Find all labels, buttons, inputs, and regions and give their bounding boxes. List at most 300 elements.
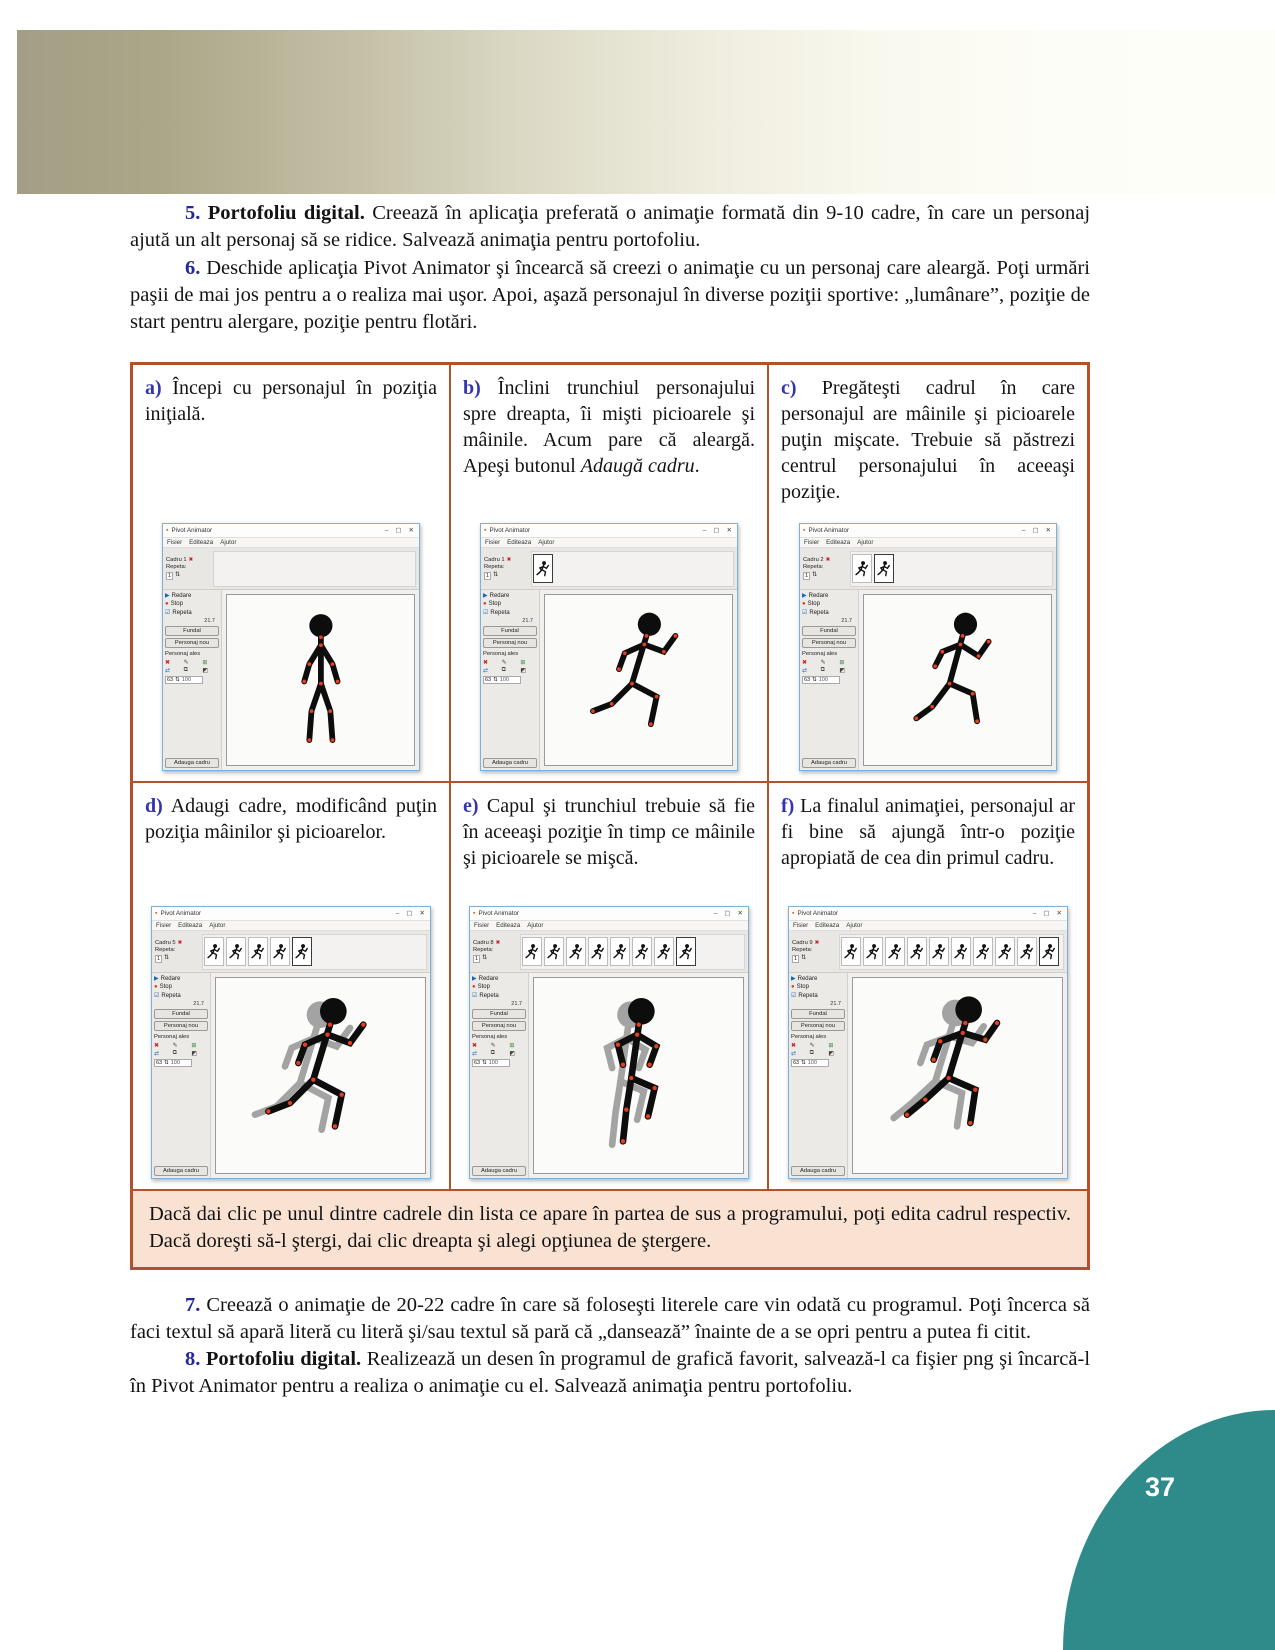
repeat-spinner[interactable]: 1 <box>794 955 798 962</box>
repeat-spinner[interactable]: 1 <box>157 955 161 962</box>
figure-section-label: Personaj ales <box>791 1034 827 1041</box>
figure-tools <box>791 1042 845 1057</box>
frame-info <box>155 940 199 963</box>
frame-thumbnail[interactable] <box>676 937 696 966</box>
center-figure-icon[interactable]: ⊞ <box>509 1043 515 1050</box>
tools-panel <box>470 973 529 1178</box>
background-button[interactable]: Fundal <box>483 626 537 636</box>
step-b-label: b) <box>463 377 481 400</box>
figure-size-controls[interactable]: 63 ⇅ 100 <box>802 676 840 684</box>
color-figure-icon[interactable]: ◩ <box>509 1051 515 1058</box>
center-figure-icon[interactable]: ⊞ <box>191 1043 197 1050</box>
menu-item-edit[interactable]: Editeaza <box>496 922 521 930</box>
task-6-paragraph <box>130 255 1090 337</box>
window-body <box>470 973 748 1178</box>
spinner-icon[interactable]: ⇅ <box>482 1060 487 1067</box>
center-figure-icon[interactable]: ⊞ <box>520 660 526 667</box>
task-5-paragraph <box>130 200 1090 255</box>
frame-label: Cadru 1 <box>166 557 187 564</box>
copy-figure-icon[interactable]: ⧉ <box>172 1050 177 1057</box>
step-a-label: a) <box>145 377 162 400</box>
menu-item-edit[interactable]: Editeaza <box>189 539 214 547</box>
add-frame-button[interactable]: Adauga cadru <box>165 758 219 768</box>
figure-size-controls[interactable]: 63 ⇅ 100 <box>791 1059 829 1067</box>
stick-figure-standing <box>263 604 379 756</box>
task-8-paragraph <box>130 1346 1090 1401</box>
close-icon[interactable]: ✕ <box>1056 909 1062 917</box>
stop-icon[interactable]: ● <box>472 984 476 991</box>
speed-value: 21.7 <box>522 618 533 625</box>
frame-thumbnail[interactable] <box>292 937 312 966</box>
frame-thumbnail[interactable] <box>951 937 971 966</box>
frame-thumbnail[interactable] <box>1017 937 1037 966</box>
frame-thumbnail[interactable] <box>632 937 652 966</box>
figure-section-label: Personaj ales <box>802 651 838 658</box>
repeat-checkbox[interactable]: ☑ <box>791 993 797 1000</box>
frame-info <box>803 557 847 580</box>
background-button[interactable]: Fundal <box>154 1009 208 1019</box>
speed-value: 21.7 <box>841 618 852 625</box>
menu-item-edit[interactable]: Editeaza <box>507 539 532 547</box>
animation-canvas[interactable] <box>226 594 415 766</box>
delete-figure-icon[interactable]: ✖ <box>802 660 808 667</box>
minimize-icon[interactable]: – <box>1021 526 1026 534</box>
play-label[interactable]: Redare <box>171 592 192 599</box>
edit-figure-icon[interactable]: ✎ <box>501 660 507 667</box>
speed-value: 21.7 <box>193 1001 204 1008</box>
frame-label: Cadru 2 <box>803 557 824 564</box>
repeat-checkbox[interactable]: ☑ <box>154 993 160 1000</box>
center-figure-icon[interactable]: ⊞ <box>828 1043 834 1050</box>
center-figure-icon[interactable]: ⊞ <box>202 660 208 667</box>
pivot-app-icon: ▪ <box>473 910 476 918</box>
frame-thumbnail[interactable] <box>588 937 608 966</box>
frame-strip <box>152 931 430 973</box>
frame-thumbnail[interactable] <box>533 554 553 583</box>
play-icon[interactable]: ▶ <box>165 593 170 600</box>
stop-label[interactable]: Stop <box>159 984 172 991</box>
frame-thumbnail[interactable] <box>270 937 290 966</box>
repeat-label: Repeta: <box>155 947 176 954</box>
new-figure-button[interactable]: Personaj nou <box>472 1021 526 1031</box>
maximize-icon[interactable]: ▢ <box>713 526 720 534</box>
repeat-checkbox[interactable]: ☑ <box>483 610 489 617</box>
stop-icon[interactable]: ● <box>154 984 158 991</box>
frame-thumbnail[interactable] <box>929 937 949 966</box>
animation-canvas[interactable] <box>863 594 1052 766</box>
step-cell-f <box>769 783 1087 1191</box>
task-8-text: Realizează un desen în programul de grafică favorit, salvează-l ca fişier png şi încarcă-l în Pivot Animator pentru a realiza o animaţie cu el. Salvează animaţia pentru portofoliu. <box>130 1348 1091 1398</box>
stop-icon[interactable]: ● <box>165 601 169 608</box>
play-label[interactable]: Redare <box>478 975 499 982</box>
menu-item-edit[interactable]: Editeaza <box>826 539 851 547</box>
minimize-icon[interactable]: – <box>1032 909 1037 917</box>
delete-figure-icon[interactable]: ✖ <box>791 1043 797 1050</box>
step-d-text <box>145 793 437 845</box>
task-8-number: 8. <box>185 1348 201 1371</box>
task-7-text: Creează o animaţie de 20-22 cadre în care să foloseşti literele care vin odată cu programul. Poţi încerca să faci textul să apară literă cu literă şi/sau textul să pară că „dansează” înainte de a se opri pentru a putea fi citit. <box>130 1293 1090 1343</box>
frame-thumbnails <box>213 551 416 587</box>
step-c-text <box>781 375 1075 505</box>
close-icon[interactable]: ✕ <box>1045 526 1051 534</box>
maximize-icon[interactable]: ▢ <box>1043 909 1050 917</box>
step-b-italic: Adaugă cadru <box>580 455 695 478</box>
repeat-checkbox[interactable]: ☑ <box>802 610 808 617</box>
repeat-label: Repeta: <box>166 564 187 571</box>
frame-thumbnail[interactable] <box>226 937 246 966</box>
step-cell-e <box>451 783 769 1191</box>
window-body <box>152 973 430 1178</box>
step-f-text <box>781 793 1075 871</box>
spinner-icon[interactable]: ⇅ <box>175 677 180 684</box>
color-figure-icon[interactable]: ◩ <box>520 668 526 675</box>
frame-thumbnail[interactable] <box>885 937 905 966</box>
delete-frame-icon[interactable]: ✖ <box>506 557 512 564</box>
page-number: 37 <box>1144 1472 1175 1502</box>
spinner-arrows-icon[interactable]: ⇅ <box>482 955 487 962</box>
flip-figure-icon[interactable]: ⇄ <box>802 668 808 675</box>
pivot-window-e <box>469 906 749 1179</box>
frame-info <box>166 557 210 580</box>
animation-canvas[interactable] <box>544 594 733 766</box>
copy-figure-icon[interactable]: ⧉ <box>820 667 825 674</box>
task-6-text: Deschide aplicaţia Pivot Animator şi încearcă să creezi o animaţie cu un personaj care aleargă. Poţi urmări paşii de mai jos pentru a o realiza mai uşor. Apoi, aşază personajul în diverse poziţii sportive: „lumânare”, poziţie de start pentru alergare, poziţie pentru flotări. <box>130 256 1090 333</box>
frame-thumbnail[interactable] <box>544 937 564 966</box>
color-figure-icon[interactable]: ◩ <box>839 668 845 675</box>
frame-thumbnail[interactable] <box>204 937 224 966</box>
animation-canvas[interactable] <box>852 977 1063 1174</box>
delete-figure-icon[interactable]: ✖ <box>483 660 489 667</box>
window-title: Pivot Animator <box>489 527 531 535</box>
figure-size-controls[interactable]: 63 ⇅ 100 <box>165 676 203 684</box>
spinner-icon[interactable]: ⇅ <box>801 1060 806 1067</box>
tools-panel <box>481 590 540 770</box>
frame-thumbnail[interactable] <box>1039 937 1059 966</box>
play-icon[interactable]: ▶ <box>791 976 796 983</box>
figure-tools <box>165 659 219 674</box>
delete-frame-icon[interactable]: ✖ <box>177 940 183 947</box>
frame-thumbnail[interactable] <box>654 937 674 966</box>
edit-figure-icon[interactable]: ✎ <box>820 660 826 667</box>
window-titlebar <box>470 907 748 921</box>
stop-icon[interactable]: ● <box>802 601 806 608</box>
background-button[interactable]: Fundal <box>791 1009 845 1019</box>
spinner-arrows-icon[interactable]: ⇅ <box>493 572 498 579</box>
window-body <box>800 590 1056 770</box>
edit-figure-icon[interactable]: ✎ <box>490 1043 496 1050</box>
spinner-arrows-icon[interactable]: ⇅ <box>164 955 169 962</box>
repeat-checkbox[interactable]: ☑ <box>165 610 171 617</box>
task-8-title: Portofoliu digital. <box>205 1348 362 1371</box>
menu-item-edit[interactable]: Editeaza <box>815 922 840 930</box>
window-body <box>481 590 737 770</box>
figure-size-controls[interactable]: 63 ⇅ 100 <box>483 676 521 684</box>
new-figure-button[interactable]: Personaj nou <box>483 638 537 648</box>
play-label[interactable]: Redare <box>160 975 181 982</box>
frame-thumbnails <box>531 551 734 587</box>
figure-section-label: Personaj ales <box>472 1034 508 1041</box>
copy-figure-icon[interactable]: ⧉ <box>490 1050 495 1057</box>
menu-item-edit[interactable]: Editeaza <box>178 922 203 930</box>
stick-figure-running <box>577 604 700 756</box>
frame-thumbnail[interactable] <box>907 937 927 966</box>
close-icon[interactable]: ✕ <box>419 909 425 917</box>
copy-figure-icon[interactable]: ⧉ <box>809 1050 814 1057</box>
minimize-icon[interactable]: – <box>713 909 718 917</box>
menu-bar <box>800 538 1056 548</box>
repeat-label: Repeta: <box>792 947 813 954</box>
delete-frame-icon[interactable]: ✖ <box>495 940 501 947</box>
step-b-body: Înclini trunchiul personajului spre dreapta, îi mişti picioarele şi mâinile. Acum pare că aleargă. Apeşi butonul <box>463 377 756 478</box>
stop-label[interactable]: Stop <box>807 601 820 608</box>
menu-bar <box>470 921 748 931</box>
stop-label[interactable]: Stop <box>170 601 183 608</box>
frame-thumbnail[interactable] <box>852 554 872 583</box>
background-button[interactable]: Fundal <box>802 626 856 636</box>
speed-value: 21.7 <box>511 1001 522 1008</box>
window-titlebar <box>163 524 419 538</box>
repeat-spinner[interactable]: 1 <box>805 572 809 579</box>
play-icon[interactable]: ▶ <box>154 976 159 983</box>
play-icon[interactable]: ▶ <box>472 976 477 983</box>
step-a-body: Începi cu personajul în poziţia iniţială. <box>145 377 438 426</box>
add-frame-button[interactable]: Adauga cadru <box>791 1166 845 1176</box>
task-7-number: 7. <box>185 1293 201 1316</box>
step-d-body: Adaugi cadre, modificând puţin poziţia mâinilor şi picioarelor. <box>145 795 437 844</box>
step-d-label: d) <box>145 795 163 818</box>
add-frame-button[interactable]: Adauga cadru <box>483 758 537 768</box>
tools-panel <box>163 590 222 770</box>
delete-frame-icon[interactable]: ✖ <box>188 557 194 564</box>
play-label[interactable]: Redare <box>808 592 829 599</box>
new-figure-button[interactable]: Personaj nou <box>791 1021 845 1031</box>
background-button[interactable]: Fundal <box>165 626 219 636</box>
frame-thumbnails <box>520 934 745 970</box>
step-c-label: c) <box>781 377 797 400</box>
new-figure-button[interactable]: Personaj nou <box>165 638 219 648</box>
figure-tools <box>472 1042 526 1057</box>
menu-item-help[interactable]: Ajutor <box>220 539 237 547</box>
step-cell-b <box>451 365 769 783</box>
new-figure-button[interactable]: Personaj nou <box>802 638 856 648</box>
figure-section-label: Personaj ales <box>483 651 519 658</box>
spinner-arrows-icon[interactable]: ⇅ <box>175 572 180 579</box>
menu-item-help[interactable]: Ajutor <box>538 539 555 547</box>
menu-item-file[interactable]: Fisier <box>793 922 809 930</box>
pivot-window-c <box>799 523 1057 771</box>
stop-label[interactable]: Stop <box>796 984 809 991</box>
frame-info <box>473 940 517 963</box>
task-5-title: Portofoliu digital. <box>207 202 365 224</box>
flip-figure-icon[interactable]: ⇄ <box>472 1051 478 1058</box>
menu-item-file[interactable]: Fisier <box>485 539 501 547</box>
frame-thumbnails <box>839 934 1064 970</box>
menu-item-file[interactable]: Fisier <box>167 539 183 547</box>
repeat-option-label: Repeta <box>798 992 818 999</box>
pivot-window-d <box>151 906 431 1179</box>
figure-size-controls[interactable]: 63 ⇅ 100 <box>154 1059 192 1067</box>
task-6-number: 6. <box>185 256 201 279</box>
menu-item-help[interactable]: Ajutor <box>527 922 544 930</box>
header-banner <box>17 30 1275 194</box>
pivot-app-icon: ▪ <box>484 527 487 535</box>
stop-label[interactable]: Stop <box>477 984 490 991</box>
delete-figure-icon[interactable]: ✖ <box>472 1043 478 1050</box>
repeat-checkbox[interactable]: ☑ <box>472 993 478 1000</box>
minimize-icon[interactable]: – <box>702 526 707 534</box>
color-figure-icon[interactable]: ◩ <box>202 668 208 675</box>
spinner-icon[interactable]: ⇅ <box>164 1060 169 1067</box>
menu-bar <box>789 921 1067 931</box>
animation-canvas[interactable] <box>215 977 426 1174</box>
stop-icon[interactable]: ● <box>791 984 795 991</box>
speed-value: 21.7 <box>204 618 215 625</box>
repeat-option-label: Repeta <box>161 992 181 999</box>
frame-thumbnail[interactable] <box>995 937 1015 966</box>
delete-figure-icon[interactable]: ✖ <box>154 1043 160 1050</box>
frame-thumbnail[interactable] <box>863 937 883 966</box>
minimize-icon[interactable]: – <box>395 909 400 917</box>
edit-figure-icon[interactable]: ✎ <box>183 660 189 667</box>
step-f-label: f) <box>781 795 795 818</box>
menu-item-help[interactable]: Ajutor <box>857 539 874 547</box>
center-figure-icon[interactable]: ⊞ <box>839 660 845 667</box>
window-titlebar <box>152 907 430 921</box>
edit-figure-icon[interactable]: ✎ <box>172 1043 178 1050</box>
close-icon[interactable]: ✕ <box>737 909 743 917</box>
play-label[interactable]: Redare <box>489 592 510 599</box>
tools-panel <box>152 973 211 1178</box>
delete-figure-icon[interactable]: ✖ <box>165 660 171 667</box>
minimize-icon[interactable]: – <box>384 526 389 534</box>
tools-panel <box>789 973 848 1178</box>
pivot-app-icon: ▪ <box>166 527 169 535</box>
repeat-option-label: Repeta <box>490 609 510 616</box>
color-figure-icon[interactable]: ◩ <box>828 1051 834 1058</box>
repeat-label: Repeta: <box>484 564 505 571</box>
spinner-arrows-icon[interactable]: ⇅ <box>812 572 817 579</box>
frame-thumbnail[interactable] <box>610 937 630 966</box>
menu-item-file[interactable]: Fisier <box>474 922 490 930</box>
menu-bar <box>163 538 419 548</box>
window-title: Pivot Animator <box>160 910 202 918</box>
add-frame-button[interactable]: Adauga cadru <box>802 758 856 768</box>
delete-frame-icon[interactable]: ✖ <box>825 557 831 564</box>
spinner-icon[interactable]: ⇅ <box>493 677 498 684</box>
edit-figure-icon[interactable]: ✎ <box>809 1043 815 1050</box>
frame-thumbnail[interactable] <box>566 937 586 966</box>
page-corner-shape <box>1063 1410 1275 1650</box>
stick-figure-knee-raised-with-onion-skin <box>568 988 710 1163</box>
spinner-arrows-icon[interactable]: ⇅ <box>801 955 806 962</box>
background-button[interactable]: Fundal <box>472 1009 526 1019</box>
frame-thumbnail[interactable] <box>973 937 993 966</box>
figure-size-controls[interactable]: 63 ⇅ 100 <box>472 1059 510 1067</box>
maximize-icon[interactable]: ▢ <box>724 909 731 917</box>
copy-figure-icon[interactable]: ⧉ <box>501 667 506 674</box>
new-figure-button[interactable]: Personaj nou <box>154 1021 208 1031</box>
frame-label: Cadru 5 <box>155 940 176 947</box>
maximize-icon[interactable]: ▢ <box>1032 526 1039 534</box>
frame-strip <box>800 548 1056 590</box>
menu-item-file[interactable]: Fisier <box>156 922 172 930</box>
frame-thumbnails <box>850 551 1053 587</box>
stick-figure-running <box>896 604 1019 756</box>
flip-figure-icon[interactable]: ⇄ <box>791 1051 797 1058</box>
pivot-window-b <box>480 523 738 771</box>
play-label[interactable]: Redare <box>797 975 818 982</box>
flip-figure-icon[interactable]: ⇄ <box>483 668 489 675</box>
play-icon[interactable]: ▶ <box>802 593 807 600</box>
add-frame-button[interactable]: Adauga cadru <box>472 1166 526 1176</box>
color-figure-icon[interactable]: ◩ <box>191 1051 197 1058</box>
frame-thumbnail[interactable] <box>841 937 861 966</box>
repeat-spinner[interactable]: 1 <box>475 955 479 962</box>
stick-figure-running-with-onion-skin <box>250 988 392 1163</box>
flip-figure-icon[interactable]: ⇄ <box>154 1051 160 1058</box>
delete-frame-icon[interactable]: ✖ <box>814 940 820 947</box>
menu-item-file[interactable]: Fisier <box>804 539 820 547</box>
close-icon[interactable]: ✕ <box>408 526 414 534</box>
pivot-app-icon: ▪ <box>155 910 158 918</box>
stop-label[interactable]: Stop <box>488 601 501 608</box>
frame-strip <box>470 931 748 973</box>
maximize-icon[interactable]: ▢ <box>406 909 413 917</box>
pivot-window-a <box>162 523 420 771</box>
close-icon[interactable]: ✕ <box>726 526 732 534</box>
window-titlebar <box>789 907 1067 921</box>
window-body <box>789 973 1067 1178</box>
stop-icon[interactable]: ● <box>483 601 487 608</box>
repeat-spinner[interactable]: 1 <box>486 572 490 579</box>
frame-label: Cadru 8 <box>473 940 494 947</box>
tip-note: Dacă dai clic pe unul dintre cadrele din lista ce apare în partea de sus a programului, poţi edita cadrul respectiv. Dacă doreşti să-l ştergi, dai clic dreapta şi alegi opţiunea de ştergere. <box>133 1191 1087 1266</box>
figure-tools <box>802 659 856 674</box>
frame-thumbnail[interactable] <box>874 554 894 583</box>
step-e-body: Capul şi trunchiul trebuie să fie în aceeaşi poziţie în timp ce mâinile şi picioarele se mişcă. <box>463 795 755 870</box>
step-e-label: e) <box>463 795 479 818</box>
add-frame-button[interactable]: Adauga cadru <box>154 1166 208 1176</box>
steps-table <box>130 362 1090 1269</box>
window-body <box>163 590 419 770</box>
frame-info <box>792 940 836 963</box>
repeat-option-label: Repeta <box>172 609 192 616</box>
step-c-body: Pregăteşti cadrul în care personajul are mâinile şi picioarele puţin mişcate. Trebuie să păstrezi centrul personajului în aceeaşi poziţie. <box>781 377 1076 504</box>
menu-item-help[interactable]: Ajutor <box>846 922 863 930</box>
window-titlebar <box>481 524 737 538</box>
play-icon[interactable]: ▶ <box>483 593 488 600</box>
spinner-icon[interactable]: ⇅ <box>812 677 817 684</box>
flip-figure-icon[interactable]: ⇄ <box>165 668 171 675</box>
frame-thumbnail[interactable] <box>248 937 268 966</box>
animation-canvas[interactable] <box>533 977 744 1174</box>
repeat-spinner[interactable]: 1 <box>168 572 172 579</box>
pivot-app-icon: ▪ <box>792 910 795 918</box>
maximize-icon[interactable]: ▢ <box>395 526 402 534</box>
menu-item-help[interactable]: Ajutor <box>209 922 226 930</box>
window-title: Pivot Animator <box>808 527 850 535</box>
frame-thumbnail[interactable] <box>522 937 542 966</box>
speed-value: 21.7 <box>830 1001 841 1008</box>
figure-tools <box>154 1042 208 1057</box>
step-e-text <box>463 793 755 871</box>
copy-figure-icon[interactable]: ⧉ <box>183 667 188 674</box>
frame-info <box>484 557 528 580</box>
step-cell-c <box>769 365 1087 783</box>
steps-grid <box>133 365 1087 1191</box>
repeat-option-label: Repeta <box>479 992 499 999</box>
frame-thumbnails <box>202 934 427 970</box>
